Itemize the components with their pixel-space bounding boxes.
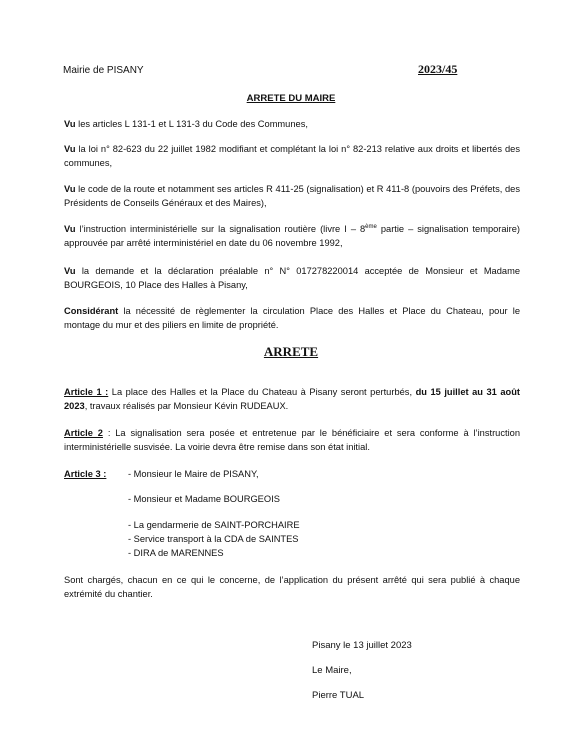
vu-lead: Vu — [64, 266, 76, 276]
list-item: - Monsieur le Maire de PISANY, — [128, 469, 259, 479]
vu-text: partie – signalisation temporaire) approuvée par arrêté interministériel en date du 06 novembre 1992, — [64, 224, 520, 248]
article-1-paragraph — [64, 385, 520, 413]
mairie-header: Mairie de PISANY — [63, 65, 144, 76]
vu-text: la loi n° 82-623 du 22 juillet 1982 modifiant et complétant la loi n° 82-213 relative aux droits et libertés des communes, — [64, 144, 520, 168]
title-arrete-du-maire: ARRETE DU MAIRE — [246, 93, 336, 104]
vu-sup: ème — [365, 223, 377, 230]
vu-text: le code de la route et notamment ses articles R 411-25 (signalisation) et R 411-8 (pouvoirs des Préfets, des Présidents de Conseils Généraux et des Maires), — [64, 184, 520, 208]
signature-role: Le Maire, — [312, 665, 352, 676]
vu-text: l’instruction interministérielle sur la signalisation routière (livre I – 8 — [75, 224, 366, 234]
article-1-text: La place des Halles et la Place du Chateau à Pisany seront perturbés, — [108, 387, 416, 397]
article-2-paragraph — [64, 426, 520, 454]
vu-paragraph-4 — [64, 222, 520, 250]
list-item: - La gendarmerie de SAINT-PORCHAIRE — [128, 520, 300, 530]
vu-lead: Vu — [64, 119, 76, 129]
list-item: - DIRA de MARENNES — [128, 548, 224, 558]
vu-paragraph-3 — [64, 182, 520, 210]
article-2-label: Article 2 — [64, 428, 103, 438]
signature-name: Pierre TUAL — [312, 690, 365, 701]
vu-lead: Vu — [64, 144, 76, 154]
article-1-text-end: , travaux réalisés par Monsieur Kévin RUDEAUX. — [84, 401, 289, 411]
vu-lead: Vu — [64, 224, 76, 234]
arrete-number: 2023/45 — [418, 62, 458, 76]
list-item: - Service transport à la CDA de SAINTES — [128, 534, 299, 544]
considerant-paragraph — [64, 304, 520, 332]
article-1-dates: du 15 juillet au 31 août 2023 — [64, 387, 520, 411]
list-item: - Monsieur et Madame BOURGEOIS — [128, 494, 280, 504]
article-3-label: Article 3 : — [64, 469, 107, 479]
signature-place-date: Pisany le 13 juillet 2023 — [312, 640, 412, 651]
title-arrete: ARRETE — [263, 344, 319, 359]
vu-paragraph-2 — [64, 142, 520, 170]
vu-lead: Vu — [64, 184, 76, 194]
vu-paragraph-5 — [64, 264, 520, 292]
vu-paragraph-1 — [64, 117, 520, 131]
closing-paragraph: Sont chargés, chacun en ce qui le concerne, de l’application du présent arrêté qui sera publié à chaque extrémité du chantier. — [64, 575, 520, 599]
considerant-text: la nécessité de règlementer la circulation Place des Halles et Place du Chateau, pour le montage du mur et des piliers en limite de propriété. — [64, 306, 520, 330]
vu-text: la demande et la déclaration préalable n° N° 017278220014 acceptée de Monsieur et Madame BOURGEOIS, 10 Place des Halles à Pisany, — [64, 266, 520, 290]
article-1-label: Article 1 : — [64, 387, 109, 397]
article-2-text: : La signalisation sera posée et entretenue par le bénéficiaire et sera conforme à l’instruction interministérielle susvisée. La voirie devra être remise dans son état initial. — [64, 428, 520, 452]
considerant-lead: Considérant — [64, 306, 119, 316]
vu-text: les articles L 131-1 et L 131-3 du Code des Communes, — [75, 119, 308, 129]
